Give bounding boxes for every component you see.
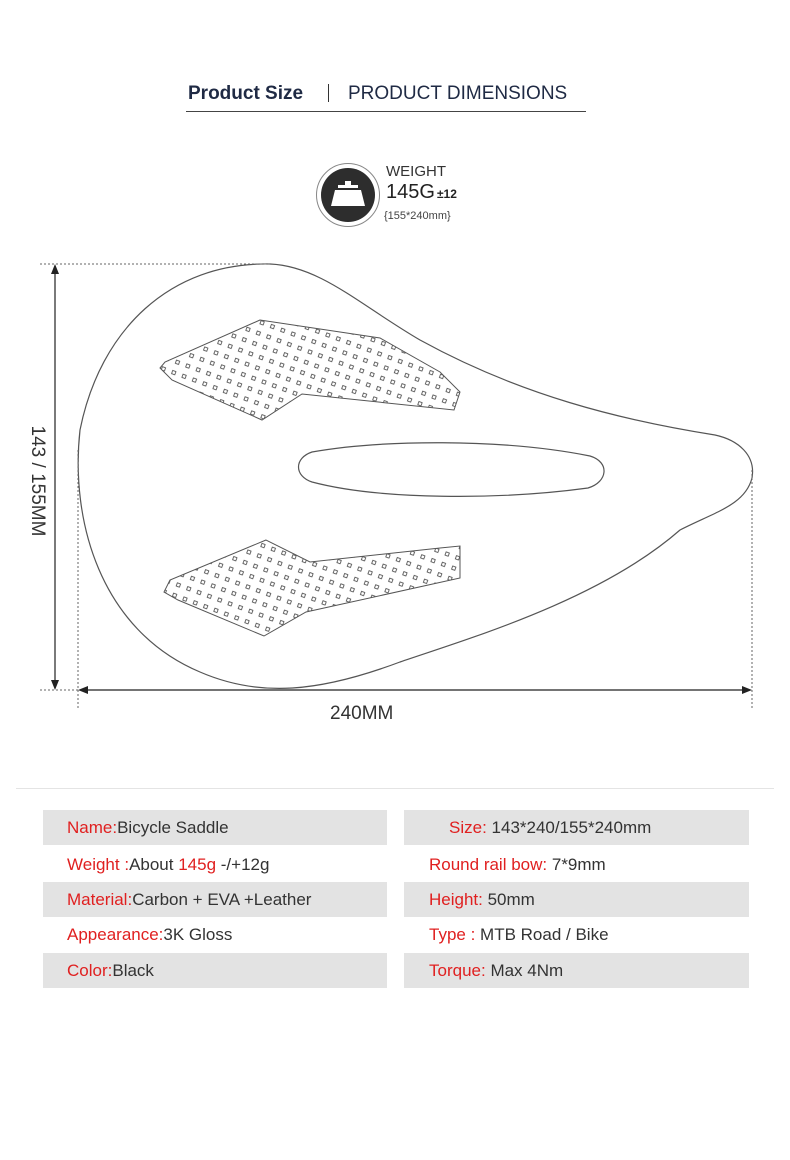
spec-weight: Weight :About 145g -/+12g — [67, 855, 270, 874]
height-dimension-label: 143 / 155MM — [27, 425, 48, 537]
spec-torque: Torque: Max 4Nm — [404, 953, 749, 988]
title-product-dimensions: PRODUCT DIMENSIONS — [348, 83, 568, 104]
spec-material: Material:Carbon + EVA +Leather — [43, 882, 387, 917]
title-product-size: Product Size — [188, 83, 304, 104]
spec-size: Size: 143*240/155*240mm — [404, 810, 749, 845]
spec-height: Height: 50mm — [404, 882, 749, 917]
weight-dimensions: {155*240mm} — [384, 210, 451, 222]
weight-label: WEIGHT — [386, 163, 446, 180]
spec-round-rail-bow: Round rail bow: 7*9mm — [429, 855, 606, 874]
weight-tolerance: ±12 — [436, 187, 457, 201]
spec-type: Type : MTB Road / Bike — [429, 925, 609, 944]
spec-name: Name:Bicycle Saddle — [43, 810, 387, 845]
spec-color: Color:Black — [43, 953, 387, 988]
weight-value: 145G ±12 — [386, 181, 457, 203]
spec-appearance: Appearance:3K Gloss — [67, 925, 233, 944]
width-dimension-label: 240MM — [330, 703, 394, 724]
section-divider — [16, 788, 774, 789]
